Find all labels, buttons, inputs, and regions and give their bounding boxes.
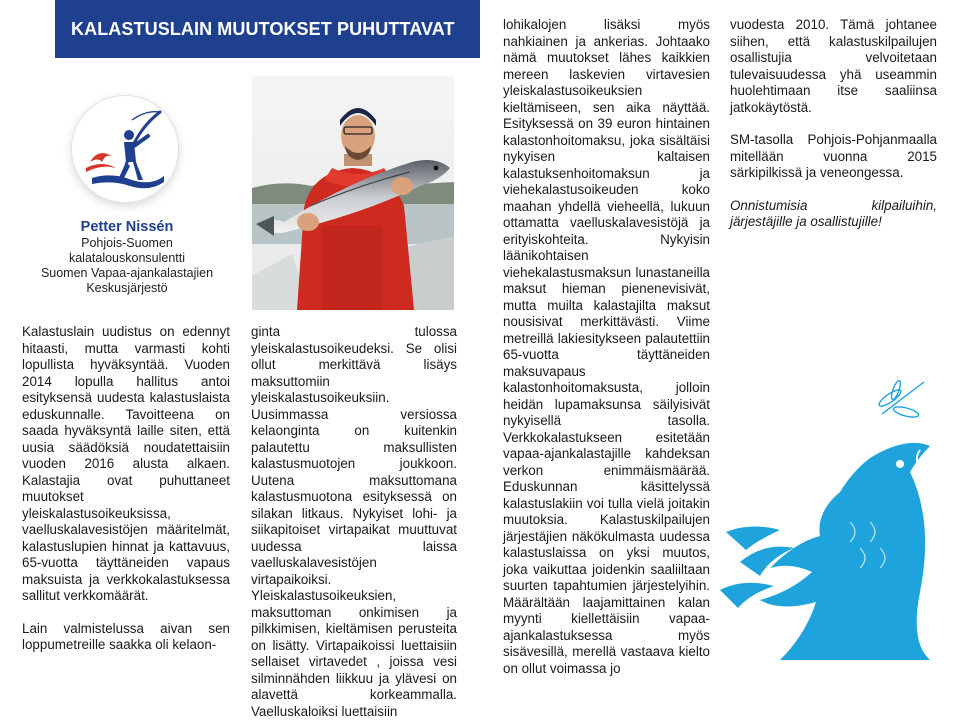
article-header: [55, 0, 480, 58]
author-name: Petter Nissén: [80, 219, 174, 235]
author-role: Suomen Vapaa-ajankalastajien: [40, 266, 214, 280]
author-role: Keskusjärjestö: [86, 281, 168, 295]
body-paragraph: ginta tulossa yleiskalastusoikeudeksi. Se olisi ollut merkittävä lisäys maksuttomiin yleiskalastusoikeuksiin. Uusimmassa versiossa kelaonginta on kuitenkin palautettu maksullisten kalastusmuotojen joukkoon. Uutena maksuttomana kalastusmuotona esityksessä on silakan litkaus. Nykyiset lohi- ja siikapitoiset virtapaikat muuttuvat uudessa laissa vaelluskalavesistöjen virtapaikoiksi. Yleiskalastusoikeuksien, maksuttoman onkimisen ja pilkkimisen, kieltämisen perusteita on lisätty. Virtapaikoissi luettaisiin sellaiset virtavedet , joissa vesi silminnähden liikkuu ja ylävesi on alavettä korkeammalla. Vaelluskaloiksi luettaisiin: [251, 324, 457, 719]
closing-wish: Onnistumisia kilpailuihin, järjestäjille ja osallistujille!: [730, 197, 937, 229]
body-paragraph: SM-tasolla Pohjois-Pohjanmaalla mitellään vuonna 2015 särkipilkissä ja veneongessa.: [730, 132, 937, 180]
body-paragraph: Lain valmistelussa aivan sen loppumetreille saakka oli kelaon-: [22, 620, 230, 652]
article-column-2: [251, 324, 457, 720]
author-role: Pohjois-Suomen: [81, 236, 173, 250]
author-role: kalatalouskonsulentti: [68, 251, 186, 265]
angler-holding-salmon-photo: [252, 76, 454, 310]
leaping-fish-icon: [720, 372, 960, 660]
article-title: KALASTUSLAIN MUUTOKSET PUHUTTAVAT: [71, 19, 455, 39]
article-column-3: [503, 17, 710, 677]
body-paragraph: lohikalojen lisäksi myös nahkiainen ja ankerias. Johtaako nämä muutokset lähes kaikkien mereen laskevien virtavesien yleiskalastusoikeuksien kieltämiseen, sen aika näyttää. Esityksessä on 39 euron hintainen kalastonhoitomaksu, joka sisältäisi nykyisen kaltaisen kalastuksenhoitomaksun ja viehekalastusoikeuden koko maahan yhdellä vieheellä, lukuun ottamatta vaelluskalavesistöjä ja erityiskohteita. Nykyisin läänikohtaisen viehekalastusmaksun lunastaneilla maksut hieman pienenevisivät, mutta muilta kalastajilta maksut nousisivat merkittävästi. Viime metreillä lakiesitykseen palautettiin 65-vuotta täyttäneiden maksuvapaus kalastonhoitomaksusta, jolloin heidän lupamaksunsa säilyisivät nykyisellä tasolla. Verkkokalastukseen esitetään vapaa-ajankalastajille kahdeksan verkon enimmäismäärää. Eduskunnan käsittelyssä kalastuslakiin voi tulla vielä joitakin muutoksia. Kalastuskilpailujen järjestäjien näkökulmasta uudessa kalastuslaissa on yksi muutos, joka vaikuttaa joidenkin saaliiltaan suurten tapahtumien järjestelyihin. Määrältään laajamittainen kalan myynti kiellettäisiin vapaa-ajankalastuksessa myös sisävesillä, merellä vastaava kielto on ollut voimassa jo: [503, 17, 710, 676]
body-paragraph: vuodesta 2010. Tämä johtanee siihen, että kalastuskilpailujen osallistujia velvoitetaan tulevaisuudessa yhä useammin huolehtimaan itse saaliinsa jatkokäytöstä.: [730, 17, 937, 115]
article-column-4: [730, 17, 937, 231]
article-column-1: [22, 324, 230, 654]
body-paragraph: Kalastuslain uudistus on edennyt hitaasti, mutta varmasti kohti lopullista hyväksyntää. Vuoden 2014 lopulla hallitus antoi esityksensä uudesta kalastuslaista eduskunnalle. Tavoitteena on saada hyväksyntä laille siten, että uusia säädöksiä noudatettaisiin vuoden 2016 alusta alkaen. Kalastajia ovat puhuttaneet muutokset yleiskalastusoikeuksissa, vaelluskalavesistöjen määritelmät, kalastuslupien hinnat ja kattavuus, 65-vuotta täyttäneiden vapaus maksuista ja verkkokalastuksessa sallitut verkkomäärät.: [22, 324, 230, 603]
author-block: [22, 218, 232, 296]
angler-logo-icon: [72, 96, 178, 202]
